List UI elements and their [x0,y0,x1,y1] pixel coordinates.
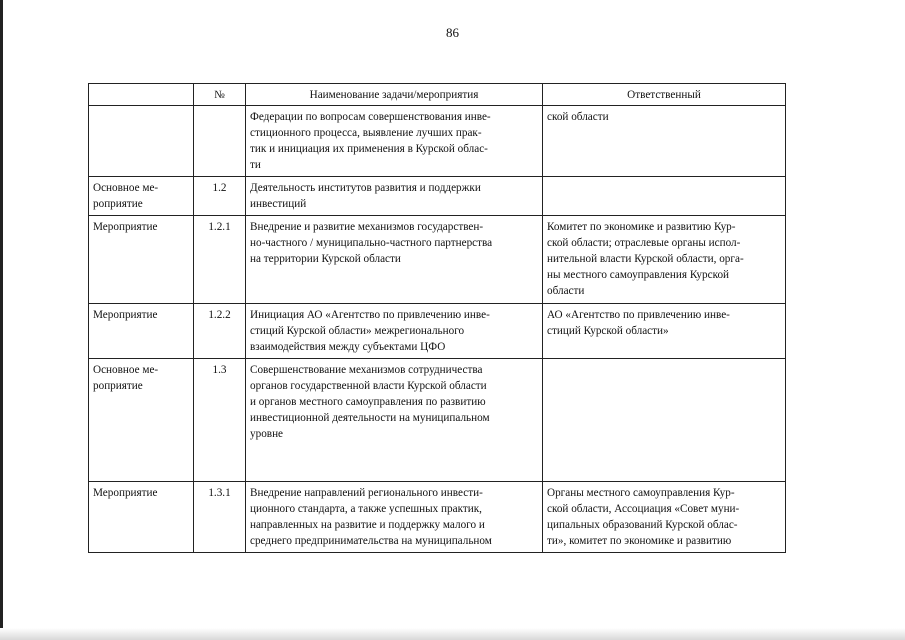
row-type [89,106,194,177]
header-name: Наименование задачи/мероприятия [246,84,543,106]
header-number: № [194,84,246,106]
row-type: Мероприятие [89,216,194,304]
row-type: Основное ме- роприятие [89,359,194,482]
row-number: 1.2 [194,177,246,216]
row-responsible [543,359,786,482]
row-responsible [543,177,786,216]
row-name: Внедрение направлений регионального инвести- ционного стандарта, а также успешных практик, направленных на развитие и поддержку малого и среднего предпринимательства на муниципальном [246,482,543,553]
row-number: 1.3 [194,359,246,482]
row-name: Инициация АО «Агентство по привлечению инве- стиций Курской области» межрегионального взаимодействия между субъектами ЦФО [246,304,543,359]
table-row [89,359,786,482]
row-name: Деятельность институтов развития и поддержки инвестиций [246,177,543,216]
row-number: 1.3.1 [194,482,246,553]
activities-table [88,83,786,553]
table-row [89,177,786,216]
table-row [89,482,786,553]
row-responsible: Органы местного самоуправления Кур- ской области, Ассоциация «Совет муни- ципальных образований Курской облас- ти», комитет по экономике и развитию [543,482,786,553]
header-responsible: Ответственный [543,84,786,106]
row-type: Мероприятие [89,482,194,553]
table-row [89,216,786,304]
row-number: 1.2.2 [194,304,246,359]
row-name: Совершенствование механизмов сотрудничества органов государственной власти Курской области и органов местного самоуправления по развитию инвестиционной деятельности на муниципальном уровне [246,359,543,482]
row-responsible: АО «Агентство по привлечению инве- стиций Курской области» [543,304,786,359]
table-header-row [89,84,786,106]
row-type: Мероприятие [89,304,194,359]
row-number: 1.2.1 [194,216,246,304]
row-name: Внедрение и развитие механизмов государствен- но-частного / муниципально-частного партнерства на территории Курской области [246,216,543,304]
row-responsible: Комитет по экономике и развитию Кур- ской области; отраслевые органы испол- нительной власти Курской области, орга- ны местного самоуправления Курской области [543,216,786,304]
table-row [89,106,786,177]
row-type: Основное ме- роприятие [89,177,194,216]
row-name: Федерации по вопросам совершенствования инве- стиционного процесса, выявление лучших прак- тик и инициация их применения в Курской облас- ти [246,106,543,177]
page-left-edge [0,0,3,640]
row-number [194,106,246,177]
page-number: 86 [446,25,459,40]
header-type [89,84,194,106]
row-responsible: ской области [543,106,786,177]
scan-bottom-shadow [0,628,905,640]
table-row [89,304,786,359]
